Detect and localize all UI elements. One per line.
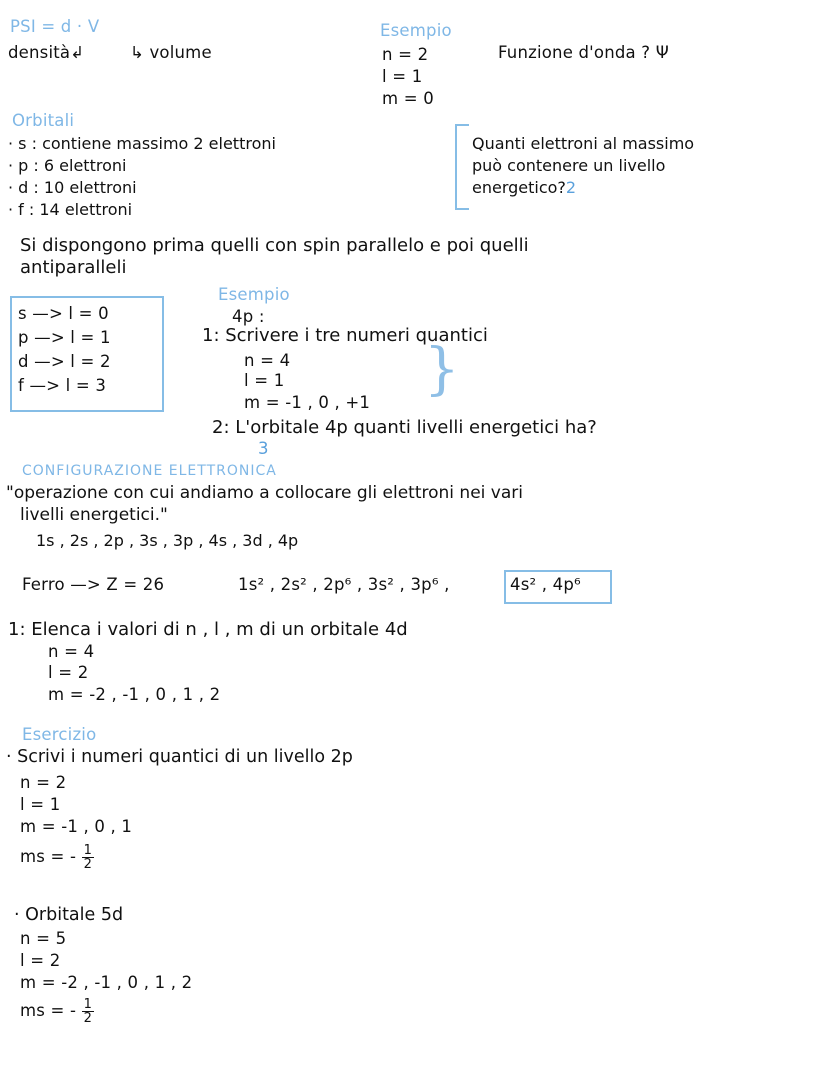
esempio2-q1: 1: Scrivere i tre numeri quantici <box>202 325 488 346</box>
esempio-m: m = 0 <box>382 89 434 108</box>
question-line-3-wrap <box>472 179 576 197</box>
orbitali-p: · p : 6 elettroni <box>8 156 127 175</box>
orbitali-s: · s : contiene massimo 2 elettroni <box>8 134 276 153</box>
esercizio-m: m = -1 , 0 , 1 <box>20 817 133 836</box>
configurazione-quote-2: livelli energetici." <box>20 505 168 525</box>
esercizio-l: l = 1 <box>20 795 61 814</box>
orbitale5d-ms <box>20 998 94 1025</box>
orbitali-d: · d : 10 elettroni <box>8 178 137 197</box>
elenca-question: 1: Elenca i valori di n , l , m di un orbitale 4d <box>8 619 408 640</box>
esercizio-title: Esercizio <box>22 725 97 744</box>
lmap-p: p —> l = 1 <box>18 328 111 347</box>
psi-formula: PSI = d · V <box>10 17 100 36</box>
spin-line-1: Si dispongono prima quelli con spin parallelo e poi quelli <box>20 235 529 256</box>
elenca-l: l = 2 <box>48 663 89 682</box>
ferro-label: Ferro —> Z = 26 <box>22 575 165 594</box>
esempio2-q2-answer: 3 <box>258 439 269 458</box>
elenca-n: n = 4 <box>48 642 95 661</box>
question-bracket <box>455 124 469 210</box>
orbitale5d-ms-fraction <box>82 998 94 1025</box>
esercizio-ms-den: 2 <box>83 857 93 872</box>
esempio2-m: m = -1 , 0 , +1 <box>244 393 371 412</box>
question-answer: 2 <box>565 178 577 197</box>
elenca-m: m = -2 , -1 , 0 , 1 , 2 <box>48 685 221 704</box>
orbitali-f: · f : 14 elettroni <box>8 200 133 219</box>
esercizio-n: n = 2 <box>20 773 67 792</box>
orbitale5d-ms-label: ms = - <box>20 1001 77 1020</box>
ferro-config: 1s² , 2s² , 2p⁶ , 3s² , 3p⁶ , <box>238 575 450 594</box>
orbitale5d-l: l = 2 <box>20 951 61 970</box>
question-line-1: Quanti elettroni al massimo <box>472 134 695 153</box>
densita-label: densità↲ <box>8 43 85 62</box>
esercizio-ms-fraction <box>82 844 94 871</box>
curly-brace: } <box>424 337 460 402</box>
esercizio-question: · Scrivi i numeri quantici di un livello 2p <box>6 747 353 767</box>
orbitale5d-ms-den: 2 <box>83 1011 93 1026</box>
esempio2-title: Esempio <box>218 285 290 304</box>
orbitale5d-title: · Orbitale 5d <box>14 905 124 925</box>
lmap-f: f —> l = 3 <box>18 376 107 395</box>
esempio-n: n = 2 <box>382 45 429 64</box>
question-line-3: energetico? <box>472 178 566 197</box>
esempio2-subtitle: 4p : <box>232 307 265 326</box>
esempio2-l: l = 1 <box>244 371 285 390</box>
esempio2-q2: 2: L'orbitale 4p quanti livelli energetici ha? <box>212 417 597 438</box>
orbitali-title: Orbitali <box>12 111 75 130</box>
orbitale5d-m: m = -2 , -1 , 0 , 1 , 2 <box>20 973 193 992</box>
lmap-s: s —> l = 0 <box>18 304 109 323</box>
orbitale5d-n: n = 5 <box>20 929 67 948</box>
spin-line-2: antiparalleli <box>20 257 127 278</box>
question-line-2: può contenere un livello <box>472 156 666 175</box>
esercizio-ms <box>20 844 94 871</box>
ferro-boxed: 4s² , 4p⁶ <box>510 575 581 594</box>
funzione-onda: Funzione d'onda ? Ψ <box>498 43 669 62</box>
configurazione-quote-1: "operazione con cui andiamo a collocare gli elettroni nei vari <box>6 483 523 503</box>
volume-label: ↳ volume <box>130 43 212 62</box>
lmap-d: d —> l = 2 <box>18 352 111 371</box>
esercizio-ms-num: 1 <box>83 843 93 858</box>
esempio2-n: n = 4 <box>244 351 291 370</box>
esempio-title-top: Esempio <box>380 21 452 40</box>
configurazione-title: CONFIGURAZIONE ELETTRONICA <box>22 463 277 479</box>
esempio-l: l = 1 <box>382 67 423 86</box>
orbitale5d-ms-num: 1 <box>83 997 93 1012</box>
esercizio-ms-label: ms = - <box>20 847 77 866</box>
configurazione-sequence: 1s , 2s , 2p , 3s , 3p , 4s , 3d , 4p <box>36 531 299 550</box>
